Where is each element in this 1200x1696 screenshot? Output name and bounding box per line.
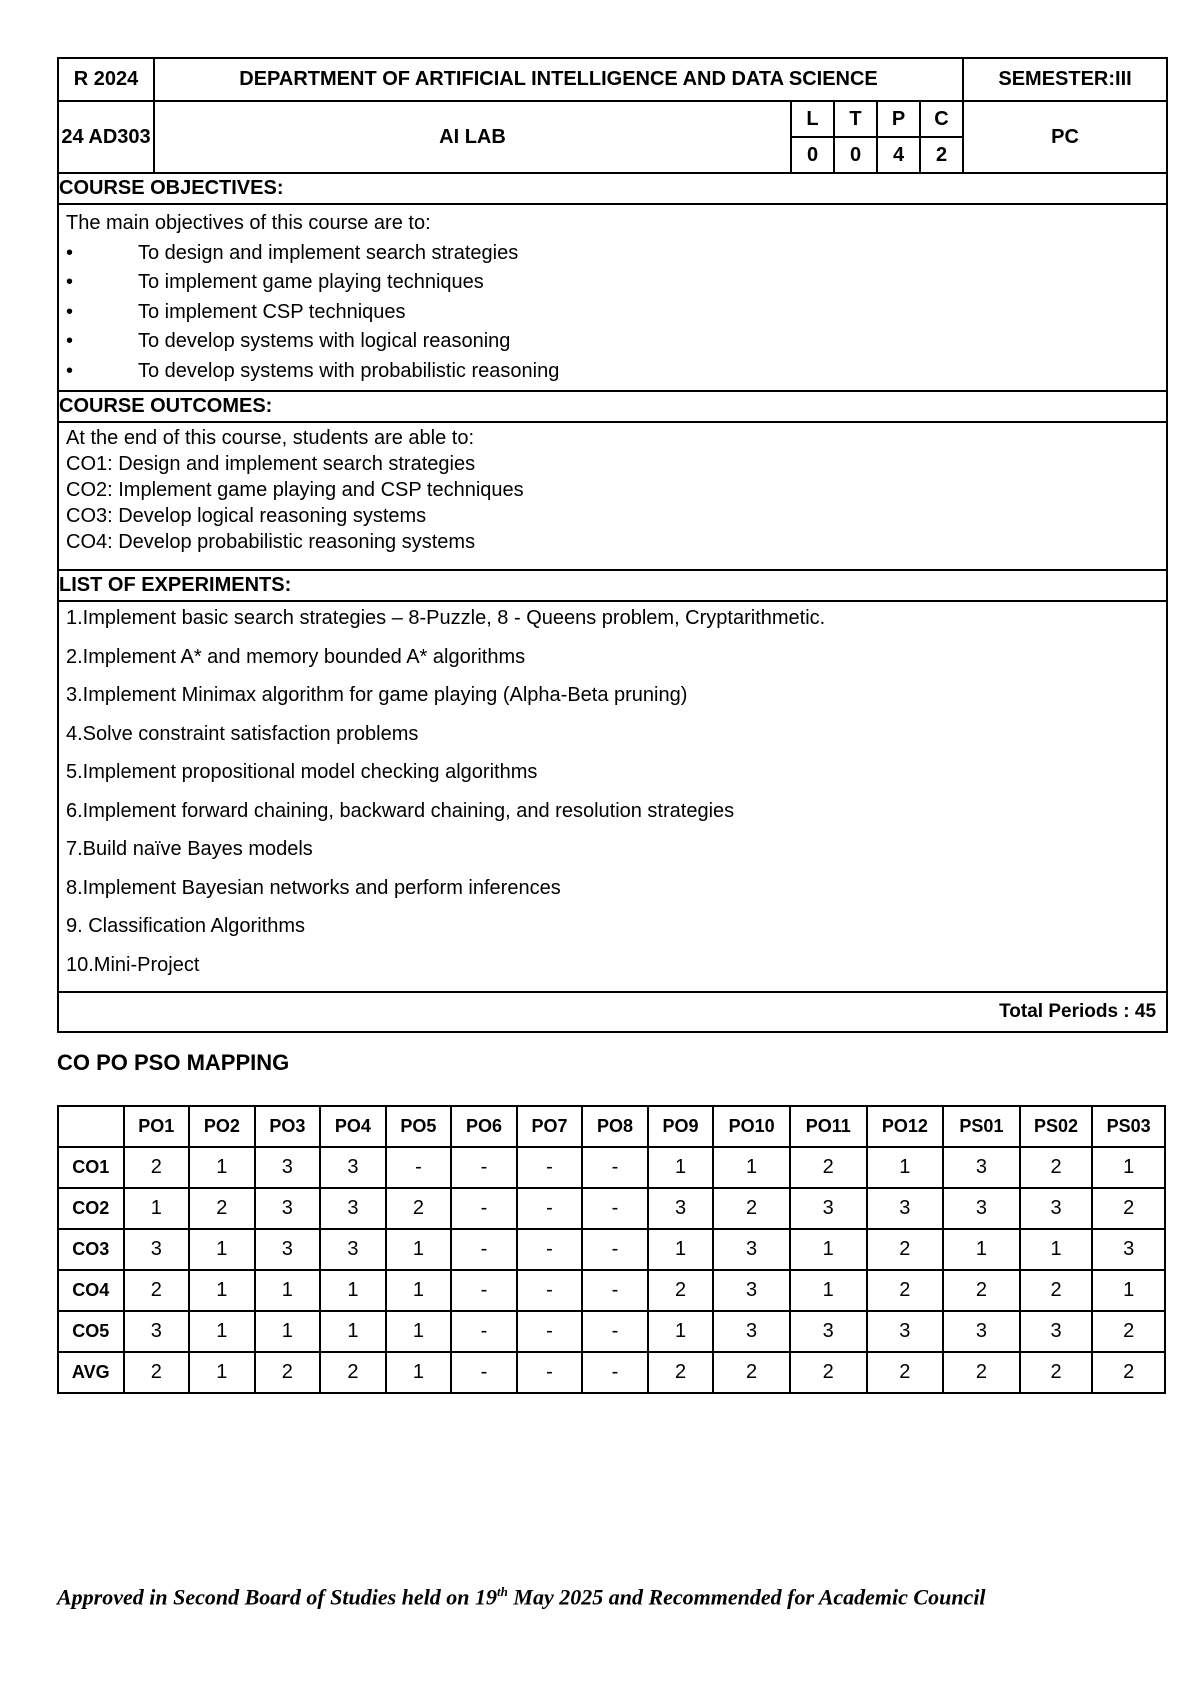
mapping-row-label: CO2 [58, 1188, 124, 1229]
experiment-item: 2.Implement A* and memory bounded A* algorithms [66, 645, 526, 668]
mapping-value-cell: - [386, 1147, 452, 1188]
mapping-value-cell: 2 [867, 1229, 944, 1270]
experiment-item: 5.Implement propositional model checking algorithms [66, 761, 538, 783]
mapping-row-label: CO3 [58, 1229, 124, 1270]
mapping-value-cell: 2 [1092, 1188, 1165, 1229]
mapping-value-cell: 2 [790, 1147, 867, 1188]
mapping-value-cell: 1 [189, 1352, 255, 1393]
ltpc-label-t: T [834, 101, 877, 137]
mapping-value-cell: 3 [255, 1147, 321, 1188]
objective-item [66, 239, 1159, 269]
mapping-row-label: CO4 [58, 1270, 124, 1311]
mapping-column-header: PS02 [1020, 1106, 1093, 1147]
mapping-value-cell: 2 [713, 1188, 790, 1229]
mapping-value-cell: 1 [1092, 1147, 1165, 1188]
outcome-item: CO2: Implement game playing and CSP techniques [66, 479, 524, 501]
mapping-value-cell: 2 [124, 1270, 190, 1311]
mapping-value-cell: 1 [1092, 1270, 1165, 1311]
mapping-value-cell: 1 [648, 1311, 714, 1352]
experiment-item: 4.Solve constraint satisfaction problems [66, 722, 419, 745]
mapping-value-cell: 3 [867, 1311, 944, 1352]
ltpc-value-l: 0 [791, 137, 834, 173]
mapping-value-cell: 2 [943, 1270, 1020, 1311]
mapping-value-cell: 3 [790, 1188, 867, 1229]
ltpc-label-l: L [791, 101, 834, 137]
course-syllabus-table [57, 57, 1168, 1033]
department-cell: DEPARTMENT OF ARTIFICIAL INTELLIGENCE AND DATA SCIENCE [154, 58, 963, 101]
outcomes-heading: COURSE OUTCOMES: [58, 391, 1167, 422]
mapping-row [58, 1352, 1165, 1393]
course-title-cell: AI LAB [154, 101, 791, 173]
mapping-value-cell: 1 [189, 1229, 255, 1270]
mapping-value-cell: 2 [386, 1188, 452, 1229]
mapping-value-cell: 1 [255, 1311, 321, 1352]
mapping-value-cell: 2 [1092, 1352, 1165, 1393]
mapping-value-cell: 1 [386, 1352, 452, 1393]
mapping-value-cell: 3 [943, 1188, 1020, 1229]
mapping-value-cell: 3 [648, 1188, 714, 1229]
mapping-value-cell: 2 [1092, 1311, 1165, 1352]
mapping-value-cell: 3 [1092, 1229, 1165, 1270]
mapping-value-cell: - [451, 1270, 517, 1311]
mapping-column-header: PO10 [713, 1106, 790, 1147]
mapping-value-cell: 2 [124, 1352, 190, 1393]
mapping-value-cell: - [517, 1311, 583, 1352]
bullet-icon: • [66, 300, 74, 323]
mapping-value-cell: 3 [790, 1311, 867, 1352]
outcome-item: CO4: Develop probabilistic reasoning systems [66, 531, 476, 553]
mapping-value-cell: 2 [648, 1270, 714, 1311]
mapping-header-row [58, 1106, 1165, 1147]
objective-item [66, 327, 1159, 357]
mapping-value-cell: 2 [189, 1188, 255, 1229]
mapping-value-cell: 1 [943, 1229, 1020, 1270]
outcome-item: CO3: Develop logical reasoning systems [66, 505, 427, 527]
objectives-intro: The main objectives of this course are to: [66, 212, 431, 234]
mapping-column-header: PO7 [517, 1106, 583, 1147]
mapping-value-cell: - [582, 1188, 648, 1229]
regulation-cell: R 2024 [58, 58, 154, 101]
mapping-column-header: PO12 [867, 1106, 944, 1147]
outcomes-body [58, 422, 1167, 570]
mapping-value-cell: 3 [124, 1311, 190, 1352]
experiment-item: 8.Implement Bayesian networks and perform inferences [66, 876, 561, 899]
mapping-row [58, 1311, 1165, 1352]
mapping-value-cell: 2 [648, 1352, 714, 1393]
outcome-item: CO1: Design and implement search strategies [66, 453, 476, 475]
mapping-value-cell: 1 [386, 1270, 452, 1311]
mapping-value-cell: 3 [255, 1188, 321, 1229]
objective-text: To develop systems with logical reasoning [138, 330, 511, 352]
mapping-value-cell: 2 [790, 1352, 867, 1393]
experiment-item: 3.Implement Minimax algorithm for game playing (Alpha-Beta pruning) [66, 684, 688, 706]
mapping-column-header: PS01 [943, 1106, 1020, 1147]
mapping-table-body [58, 1106, 1165, 1393]
mapping-value-cell: 3 [255, 1229, 321, 1270]
mapping-value-cell: 2 [1020, 1352, 1093, 1393]
bullet-icon: • [66, 359, 74, 382]
mapping-value-cell: 1 [790, 1270, 867, 1311]
mapping-value-cell: 1 [648, 1147, 714, 1188]
mapping-corner-cell [58, 1106, 124, 1147]
ltpc-label-c: C [920, 101, 963, 137]
mapping-value-cell: - [451, 1147, 517, 1188]
objective-text: To develop systems with probabilistic reasoning [138, 359, 560, 382]
category-cell: PC [963, 101, 1167, 173]
mapping-value-cell: 2 [867, 1270, 944, 1311]
mapping-value-cell: 2 [943, 1352, 1020, 1393]
mapping-value-cell: 1 [386, 1311, 452, 1352]
mapping-column-header: PO6 [451, 1106, 517, 1147]
mapping-column-header: PO8 [582, 1106, 648, 1147]
mapping-value-cell: - [582, 1229, 648, 1270]
objective-item [66, 357, 1159, 387]
mapping-column-header: PO5 [386, 1106, 452, 1147]
footer-text-end: May 2025 and Recommended for Academic Council [507, 1584, 986, 1610]
outcomes-intro: At the end of this course, students are able to: [66, 427, 475, 449]
mapping-value-cell: 2 [713, 1352, 790, 1393]
experiments-heading: LIST OF EXPERIMENTS: [58, 570, 1167, 601]
mapping-value-cell: 3 [943, 1311, 1020, 1352]
objectives-heading: COURSE OBJECTIVES: [58, 173, 1167, 204]
bullet-icon: • [66, 330, 74, 352]
mapping-value-cell: - [517, 1352, 583, 1393]
mapping-value-cell: 2 [867, 1352, 944, 1393]
mapping-value-cell: 2 [1020, 1147, 1093, 1188]
mapping-column-header: PO11 [790, 1106, 867, 1147]
experiments-body [58, 601, 1167, 992]
mapping-value-cell: 1 [648, 1229, 714, 1270]
mapping-value-cell: 1 [189, 1311, 255, 1352]
mapping-value-cell: 3 [1020, 1188, 1093, 1229]
mapping-row [58, 1188, 1165, 1229]
mapping-value-cell: - [517, 1188, 583, 1229]
mapping-value-cell: 1 [386, 1229, 452, 1270]
mapping-value-cell: - [451, 1311, 517, 1352]
mapping-column-header: PO4 [320, 1106, 386, 1147]
mapping-value-cell: 1 [713, 1147, 790, 1188]
mapping-column-header: PO3 [255, 1106, 321, 1147]
mapping-value-cell: 1 [255, 1270, 321, 1311]
mapping-title: CO PO PSO MAPPING [57, 1050, 290, 1075]
mapping-value-cell: 1 [867, 1147, 944, 1188]
mapping-row [58, 1229, 1165, 1270]
mapping-value-cell: 3 [713, 1311, 790, 1352]
mapping-value-cell: 1 [189, 1147, 255, 1188]
mapping-column-header: PO1 [124, 1106, 190, 1147]
mapping-value-cell: - [517, 1270, 583, 1311]
experiment-item: 7.Build naïve Bayes models [66, 838, 313, 860]
ltpc-label-p: P [877, 101, 920, 137]
mapping-value-cell: 3 [124, 1229, 190, 1270]
mapping-value-cell: 1 [320, 1270, 386, 1311]
mapping-value-cell: - [451, 1188, 517, 1229]
mapping-value-cell: 2 [124, 1147, 190, 1188]
objective-text: To implement game playing techniques [138, 271, 484, 293]
ltpc-value-c: 2 [920, 137, 963, 173]
mapping-value-cell: 3 [320, 1147, 386, 1188]
mapping-value-cell: - [451, 1229, 517, 1270]
approval-footer [57, 1584, 986, 1610]
experiment-item: 10.Mini-Project [66, 953, 200, 976]
experiment-item: 6.Implement forward chaining, backward chaining, and resolution strategies [66, 799, 735, 822]
mapping-value-cell: - [582, 1311, 648, 1352]
mapping-value-cell: - [582, 1147, 648, 1188]
mapping-value-cell: 2 [320, 1352, 386, 1393]
mapping-value-cell: 3 [867, 1188, 944, 1229]
objective-text: To design and implement search strategies [138, 241, 519, 264]
mapping-value-cell: 1 [124, 1188, 190, 1229]
mapping-value-cell: 3 [713, 1229, 790, 1270]
mapping-value-cell: 3 [320, 1229, 386, 1270]
ltpc-value-p: 4 [877, 137, 920, 173]
mapping-row-label: CO1 [58, 1147, 124, 1188]
semester-cell: SEMESTER:III [963, 58, 1167, 101]
experiment-item: 1.Implement basic search strategies – 8-Puzzle, 8 - Queens problem, Cryptarithmetic. [66, 607, 826, 629]
mapping-value-cell: 1 [320, 1311, 386, 1352]
mapping-value-cell: 2 [1020, 1270, 1093, 1311]
mapping-value-cell: 3 [320, 1188, 386, 1229]
mapping-value-cell: 1 [790, 1229, 867, 1270]
objective-text: To implement CSP techniques [138, 300, 406, 323]
objective-item [66, 298, 1159, 328]
mapping-value-cell: - [582, 1270, 648, 1311]
objective-item [66, 268, 1159, 298]
mapping-value-cell: - [517, 1147, 583, 1188]
bullet-icon: • [66, 271, 74, 293]
mapping-row-label: AVG [58, 1352, 124, 1393]
course-code-cell: 24 AD303 [58, 101, 154, 173]
mapping-value-cell: 1 [1020, 1229, 1093, 1270]
ltpc-value-t: 0 [834, 137, 877, 173]
mapping-value-cell: 3 [713, 1270, 790, 1311]
mapping-value-cell: 1 [189, 1270, 255, 1311]
mapping-column-header: PS03 [1092, 1106, 1165, 1147]
bullet-icon: • [66, 241, 74, 264]
mapping-row [58, 1270, 1165, 1311]
mapping-value-cell: - [517, 1229, 583, 1270]
mapping-column-header: PO2 [189, 1106, 255, 1147]
mapping-value-cell: 3 [1020, 1311, 1093, 1352]
mapping-column-header: PO9 [648, 1106, 714, 1147]
co-po-pso-mapping-table [57, 1105, 1166, 1394]
mapping-value-cell: - [582, 1352, 648, 1393]
mapping-value-cell: - [451, 1352, 517, 1393]
mapping-value-cell: 2 [255, 1352, 321, 1393]
footer-text-start: Approved in Second Board of Studies held on 19 [57, 1584, 498, 1610]
mapping-row-label: CO5 [58, 1311, 124, 1352]
footer-superscript: th [497, 1584, 508, 1599]
mapping-row [58, 1147, 1165, 1188]
objectives-body [58, 204, 1167, 391]
total-periods: Total Periods : 45 [58, 992, 1167, 1032]
experiment-item: 9. Classification Algorithms [66, 915, 305, 937]
mapping-value-cell: 3 [943, 1147, 1020, 1188]
